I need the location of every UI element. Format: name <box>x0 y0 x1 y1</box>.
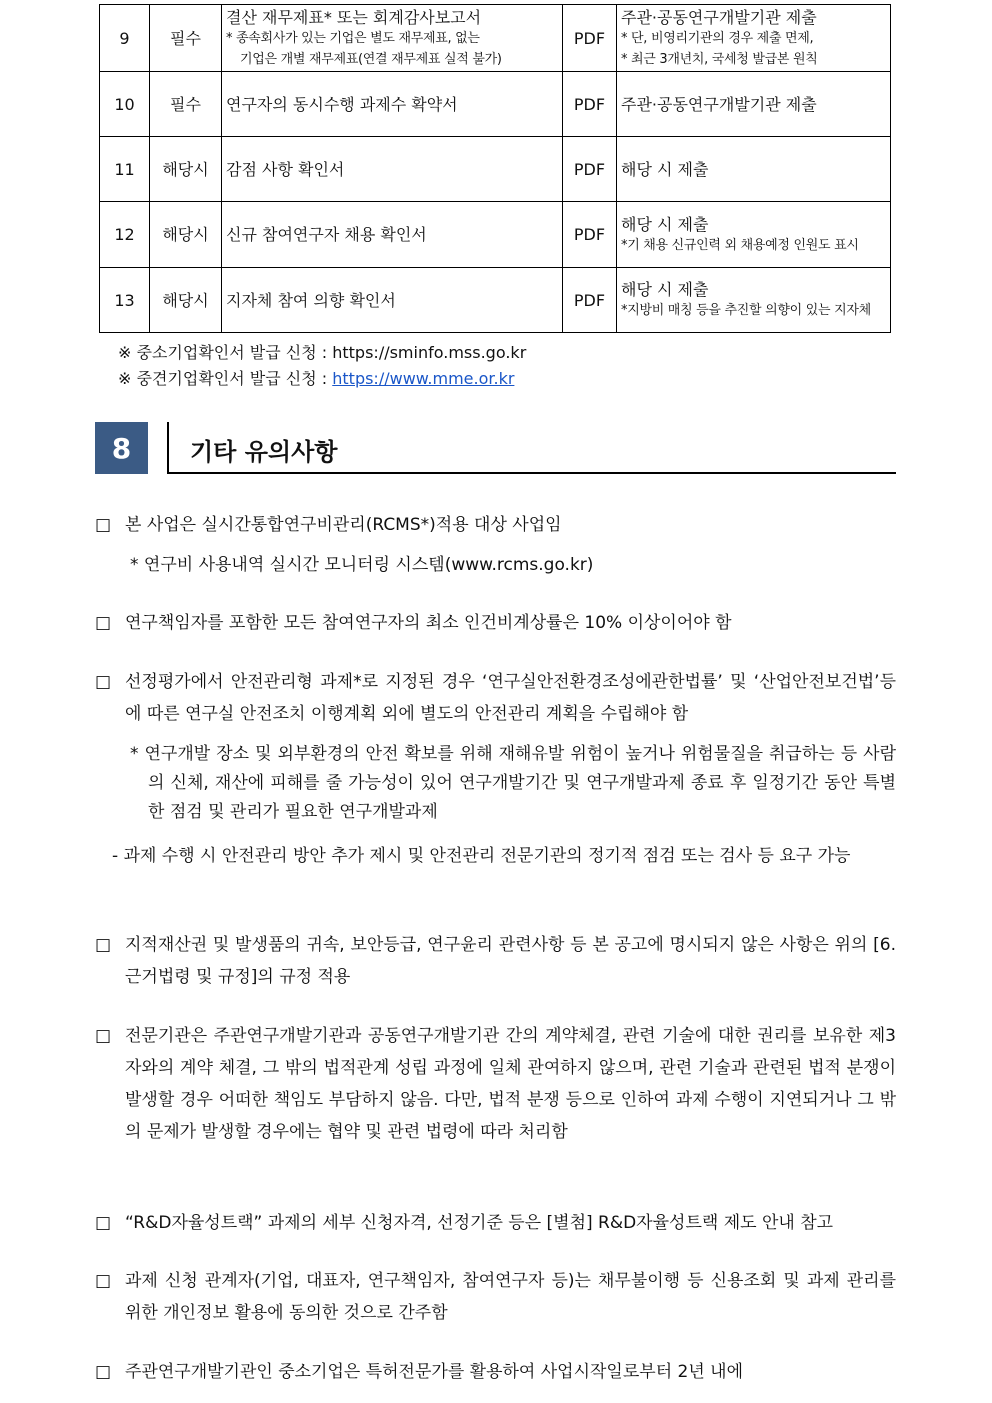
document-name: 결산 재무제표* 또는 회계감사보고서 <box>226 7 482 27</box>
notice-text: 지적재산권 및 발생품의 귀속, 보안등급, 연구윤리 관련사항 등 본 공고에 명시되지 않은 사항은 위의 [6. 근거법령 및 규정]의 규정 적용 <box>125 935 896 987</box>
midsize-ref-label: ※ 중견기업확인서 발급 신청 : <box>118 369 333 388</box>
row-format: PDF <box>563 72 617 137</box>
row-note <box>617 268 891 333</box>
row-note <box>617 202 891 268</box>
note-sub: * 단, 비영리기관의 경우 제출 면제, <box>621 30 814 46</box>
table-row <box>100 72 891 137</box>
note-sub: *기 채용 신규인력 외 채용예정 인원도 표시 <box>621 237 859 253</box>
footnote: * 연구비 사용내역 실시간 모니터링 시스템(www.rcms.go.kr) <box>130 555 594 575</box>
row-number: 12 <box>100 202 150 268</box>
midsize-certificate-ref <box>118 366 526 392</box>
notice-item <box>95 1356 896 1388</box>
checkbox-icon: □ <box>95 515 112 535</box>
checkbox-icon: □ <box>95 1271 112 1291</box>
row-document: 연구자의 동시수행 과제수 확약서 <box>222 72 563 137</box>
notice-item <box>95 509 896 541</box>
row-document: 감점 사항 확인서 <box>222 137 563 202</box>
note-main: 해당 시 제출 <box>621 214 709 234</box>
reference-links <box>118 340 526 392</box>
row-requirement: 해당시 <box>150 202 222 268</box>
sme-certificate-ref: ※ 중소기업확인서 발급 신청 : https://sminfo.mss.go.kr <box>118 343 527 362</box>
checkbox-icon: □ <box>95 672 112 692</box>
checkbox-icon: □ <box>95 1362 112 1382</box>
row-format: PDF <box>563 202 617 268</box>
table-row <box>100 137 891 202</box>
required-documents-table <box>99 4 891 333</box>
row-note <box>617 5 891 72</box>
table-row <box>100 5 891 72</box>
section-underline <box>167 472 896 474</box>
notice-item <box>95 1207 896 1239</box>
notice-item <box>95 666 896 730</box>
row-format: PDF <box>563 137 617 202</box>
notice-text: 연구책임자를 포함한 모든 참여연구자의 최소 인건비계상률은 10% 이상이어야 함 <box>125 613 732 633</box>
checkbox-icon: □ <box>95 1213 112 1233</box>
note-sub: * 최근 3개년치, 국세청 발급본 원칙 <box>621 51 818 67</box>
checkbox-icon: □ <box>95 1026 112 1046</box>
notice-item <box>95 1020 896 1148</box>
row-format: PDF <box>563 268 617 333</box>
row-document <box>222 5 563 72</box>
row-number: 10 <box>100 72 150 137</box>
row-requirement: 필수 <box>150 72 222 137</box>
section-header <box>95 422 896 474</box>
document-subnote: 기업은 개별 재무제표(연결 재무제표 실적 불가) <box>240 51 502 67</box>
row-note: 주관·공동연구개발기관 제출 <box>617 72 891 137</box>
table-row <box>100 202 891 268</box>
notice-text: 과제 신청 관계자(기업, 대표자, 연구책임자, 참여연구자 등)는 채무불이행 등 신용조회 및 과제 관리를 위한 개인정보 활용에 동의한 것으로 간주함 <box>125 1271 896 1323</box>
sub-item: - 과제 수행 시 안전관리 방안 추가 제시 및 안전관리 전문기관의 정기적 점검 또는 검사 등 요구 가능 <box>112 846 851 866</box>
row-document: 지자체 참여 의향 확인서 <box>222 268 563 333</box>
row-note: 해당 시 제출 <box>617 137 891 202</box>
footnote: * 연구개발 장소 및 외부환경의 안전 확보를 위해 재해유발 위험이 높거나 위험물질을 취급하는 등 사람의 신체, 재산에 피해를 줄 가능성이 있어 연구개발기간 및 연구개발과제 종료 후 일정기간 동안 특별한 점검 및 관리가 필요한 연구개발과제 <box>130 744 896 822</box>
mme-link[interactable]: https://www.mme.or.kr <box>332 369 515 388</box>
notice-text: 본 사업은 실시간통합연구비관리(RCMS*)적용 대상 사업임 <box>125 515 562 535</box>
row-document: 신규 참여연구자 채용 확인서 <box>222 202 563 268</box>
section-divider <box>167 422 169 474</box>
document-subnote: * 종속회사가 있는 기업은 별도 재무제표, 없는 <box>226 30 480 46</box>
note-main: 해당 시 제출 <box>621 280 709 299</box>
row-number: 11 <box>100 137 150 202</box>
row-number: 13 <box>100 268 150 333</box>
row-requirement: 필수 <box>150 5 222 72</box>
notice-item <box>95 607 896 639</box>
notice-text: “R&D자율성트랙” 과제의 세부 신청자격, 선정기준 등은 [별첨] R&D자율성트랙 제도 안내 참고 <box>125 1213 834 1233</box>
section-title: 기타 유의사항 <box>190 438 338 466</box>
notice-text: 선정평가에서 안전관리형 과제*로 지정된 경우 ‘연구실안전환경조성에관한법률’ 및 ‘산업안전보건법’등에 따른 연구실 안전조치 이행계획 외에 별도의 안전관리 계획을 수립해야 함 <box>125 672 896 724</box>
notice-text: 주관연구개발기관인 중소기업은 특허전문가를 활용하여 사업시작일로부터 2년 내에 <box>125 1362 744 1382</box>
row-format: PDF <box>563 5 617 72</box>
notice-item <box>95 1265 896 1329</box>
checkbox-icon: □ <box>95 613 112 633</box>
note-main: 주관·공동연구개발기관 제출 <box>621 7 817 27</box>
section-number: 8 <box>95 422 148 474</box>
notice-item <box>95 929 896 993</box>
note-sub: *지방비 매칭 등을 추진할 의향이 있는 지자체 <box>621 303 871 318</box>
row-requirement: 해당시 <box>150 268 222 333</box>
notice-text: 전문기관은 주관연구개발기관과 공동연구개발기관 간의 계약체결, 관련 기술에 대한 권리를 보유한 제3자와의 계약 체결, 그 밖의 법적관계 성립 과정에 일체 관여하지 않으며, 관련 기술과 관련된 법적 분쟁이 발생할 경우 어떠한 책임도 부담하지 않음. 다만, 법적 분쟁 등으로 인하여 과제 수행이 지연되거나 그 밖의 문제가 발생할 경우에는 협약 및 관련 법령에 따라 처리함 <box>125 1026 896 1142</box>
row-number: 9 <box>100 5 150 72</box>
row-requirement: 해당시 <box>150 137 222 202</box>
checkbox-icon: □ <box>95 935 112 955</box>
table-row <box>100 268 891 333</box>
